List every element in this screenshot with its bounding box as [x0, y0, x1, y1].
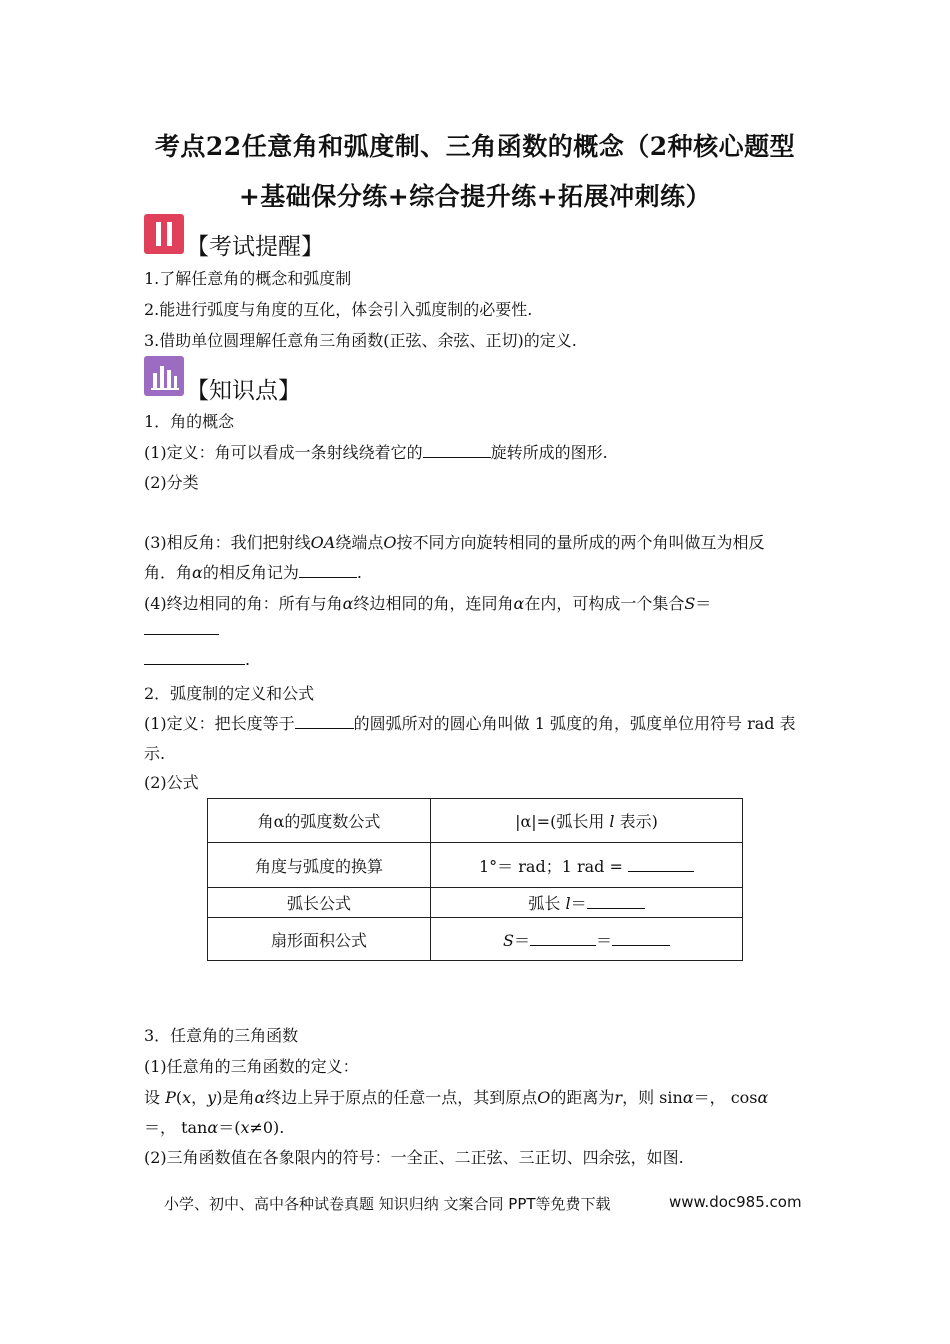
blank-opposite-angle[interactable] [299, 563, 357, 578]
pause-bars-icon [144, 214, 184, 254]
blank-coterminal-set-1[interactable] [144, 634, 219, 635]
table-cell-label: 角α的弧度数公式 [208, 799, 431, 843]
k3-title: 3．任意角的三角函数 [144, 1026, 299, 1045]
k1-definition: (1)定义：角可以看成一条射线绕着它的 旋转所成的图形. [144, 443, 608, 462]
radian-formula-table [207, 798, 743, 961]
blank-sector-area-2[interactable] [612, 931, 670, 946]
blank-radius[interactable] [295, 714, 354, 729]
k1-coterminal-end: . [144, 650, 250, 669]
blank-coterminal-set-2[interactable] [144, 650, 245, 665]
footer-url[interactable]: www.doc985.com [669, 1193, 802, 1211]
table-cell-formula: |α|=(弧长用 l 表示) [431, 799, 743, 843]
knowledge-heading: 【知识点】 [186, 378, 301, 404]
k3-definition-line-1: 设 P(x，y)是角α终边上异于原点的任意一点，其到原点O的距离为r，则 sinα＝， cosα [144, 1088, 769, 1107]
k1-classification: (2)分类 [144, 473, 199, 492]
k1-opposite-line-1: (3)相反角：我们把射线OA绕端点O按不同方向旋转相同的量所成的两个角叫做互为相反 [144, 533, 765, 552]
document-title-line-2: +基础保分练+综合提升练+拓展冲刺练） [238, 182, 712, 211]
k3-definition-line-2: ＝， tanα＝(x≠0). [144, 1118, 285, 1137]
table-row [208, 888, 743, 918]
exam-tips-heading: 【考试提醒】 [186, 234, 324, 260]
k1-coterminal-line: (4)终边相同的角：所有与角α终边相同的角，连同角α在内，可构成一个集合S＝ [144, 594, 712, 613]
table-cell-formula: 1°＝ rad；1 rad = [431, 843, 743, 888]
blank-arc-length[interactable] [587, 894, 645, 909]
blank-sector-area-1[interactable] [530, 931, 596, 946]
k2-definition: (1)定义：把长度等于 的圆弧所对的圆心角叫做 1 弧度的角，弧度单位用符号 rad 表 [144, 714, 796, 733]
k3-quadrant-signs: (2)三角函数值在各象限内的符号：一全正、二正弦、三正切、四余弦，如图. [144, 1148, 684, 1167]
exam-tip-1: 1.了解任意角的概念和弧度制 [144, 269, 352, 288]
document-title-line-1: 考点22任意角和弧度制、三角函数的概念（2种核心题型 [154, 132, 796, 161]
k1-opposite-line-2: 角．角α的相反角记为 . [144, 563, 362, 582]
table-row [208, 843, 743, 888]
k2-title: 2．弧度制的定义和公式 [144, 684, 315, 703]
exam-tip-3: 3.借助单位圆理解任意角三角函数(正弦、余弦、正切)的定义. [144, 331, 577, 350]
blank-rad-to-degree[interactable] [628, 857, 694, 872]
table-cell-label: 扇形面积公式 [208, 918, 431, 961]
exam-tip-2: 2.能进行弧度与角度的互化，体会引入弧度制的必要性. [144, 300, 533, 319]
bar-chart-icon [144, 356, 184, 396]
blank-rotation[interactable] [423, 443, 491, 458]
footer-text: 小学、初中、高中各种试卷真题 知识归纳 文案合同 PPT等免费下载 [164, 1195, 611, 1213]
table-cell-formula: S＝ ＝ [431, 918, 743, 961]
table-cell-label: 角度与弧度的换算 [208, 843, 431, 888]
table-row [208, 799, 743, 843]
table-cell-formula: 弧长 l＝ [431, 888, 743, 918]
k1-title: 1．角的概念 [144, 412, 235, 431]
table-row [208, 918, 743, 961]
k2-definition-end: 示. [144, 744, 166, 763]
table-cell-label: 弧长公式 [208, 888, 431, 918]
k3-definition-title: (1)任意角的三角函数的定义： [144, 1057, 359, 1076]
k2-formula-label: (2)公式 [144, 773, 199, 792]
